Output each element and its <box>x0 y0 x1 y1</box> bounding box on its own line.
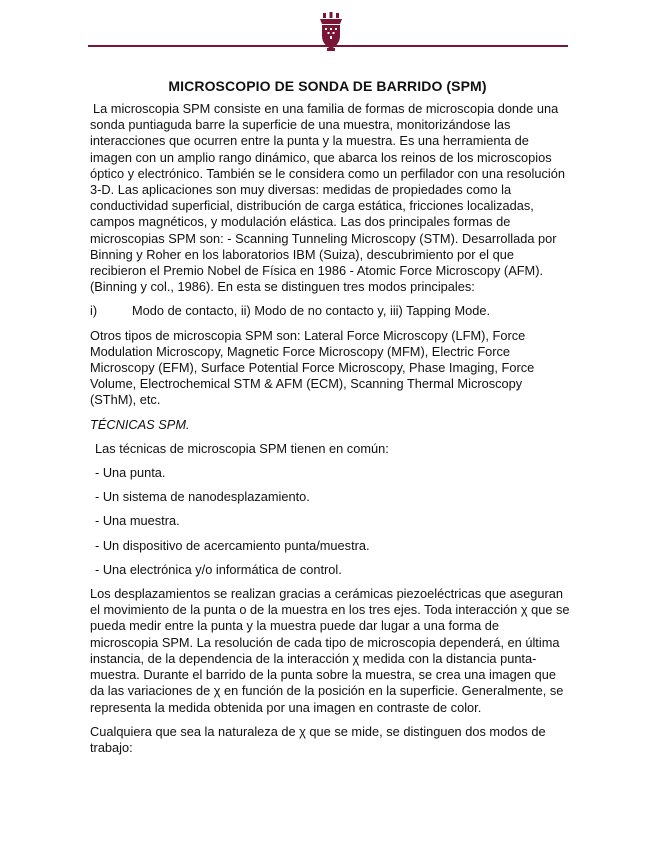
list-item: - Una punta. <box>95 465 166 481</box>
list-item: - Una muestra. <box>95 513 180 529</box>
list-item: - Una electrónica y/o informática de control. <box>95 561 342 577</box>
list-intro: Las técnicas de microscopia SPM tienen en común: <box>95 440 389 456</box>
paragraph-other-types: Otros tipos de microscopia SPM son: Lateral Force Microscopy (LFM), Force Modulation Microscopy, Magnetic Force Microscopy (MFM), Electric Force Microscopy (EFM), Surface Potential Force Microscopy, Phase Imaging, Force Volume, Electrochemical STM & AFM (ECM), Scanning Thermal Microscopy (SThM), etc. <box>90 327 535 408</box>
paragraph-intro: La microscopia SPM consiste en una familia de formas de microscopia donde una sonda puntiaguda barre la superficie de una muestra, monitorizándose las interacciones que ocurren entre la punta y la muestra. Es una herramienta de imagen con un amplio rango dinámico, que abarca los reinos de los microscopios óptico y electrónico. También se le considera como un perfilador con una resolución 3-D. Las aplicaciones son muy diversas: medidas de propiedades como la conductividad superficial, distribución de carga estática, fricciones localizadas, campos magnéticos, y modulación elástica. Las dos principales formas de microscopias SPM son: - Scanning Tunneling Microscopy (STM). Desarrollada por Binning y Roher en los laboratorios IBM (Suiza), descubrimiento por el que recibieron el Premio Nobel de Física en 1986 - Atomic Force Microscopy (AFM). (Binning y col., 1986). En esta se distinguen tres modos principales: <box>90 101 565 295</box>
list-item-number: i) <box>90 303 98 319</box>
paragraph-modes: Cualquiera que sea la naturaleza de χ que se mide, se distinguen dos modos de trabajo: <box>90 723 546 755</box>
document-title: MICROSCOPIO DE SONDA DE BARRIDO (SPM) <box>168 78 487 94</box>
section-heading: TÉCNICAS SPM. <box>90 416 190 432</box>
header-rule <box>88 45 568 47</box>
techniques-list <box>90 441 570 578</box>
list-item-text: Modo de contacto, ii) Modo de no contacto y, iii) Tapping Mode. <box>132 303 491 319</box>
list-item: - Un dispositivo de acercamiento punta/muestra. <box>95 537 370 553</box>
list-item: - Un sistema de nanodesplazamiento. <box>95 489 310 505</box>
list-item-modes <box>90 303 570 319</box>
paragraph-displacements: Los desplazamientos se realizan gracias a cerámicas piezoeléctricas que aseguran el movimiento de la punta o de la muestra en los tres ejes. Toda interacción χ que se pueda medir entre la punta y la muestra puede dar lugar a una forma de microscopia SPM. La resolución de cada tipo de microscopia dependerá, en última instancia, de la dependencia de la interacción χ medida con la distancia punta-muestra. Durante el barrido de la punta sobre la muestra, se crea una imagen que da las variaciones de χ en función de la posición en la superficie. Generalmente, se representa la medida obtenida por una imagen en contraste de color. <box>90 586 570 715</box>
document-body <box>90 101 570 764</box>
